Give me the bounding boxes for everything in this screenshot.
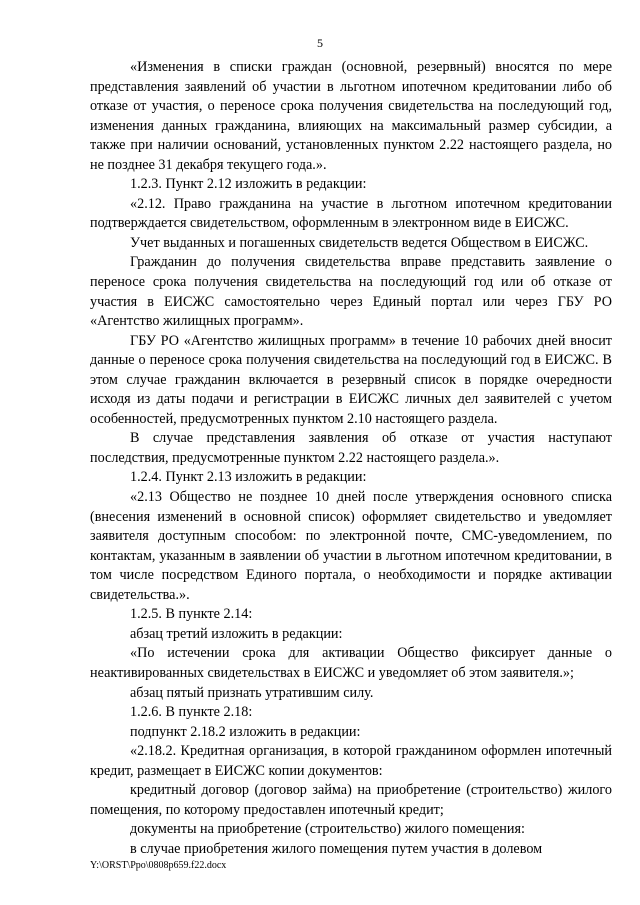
paragraph: «2.18.2. Кредитная организация, в которой гражданином оформлен ипотечный кредит, размещает в ЕИСЖС копии документов: [90,743,612,779]
paragraph: подпункт 2.18.2 изложить в редакции: [130,723,361,740]
paragraph: абзац третий изложить в редакции: [130,625,343,642]
paragraph: ГБУ РО «Агентство жилищных программ» в течение 10 рабочих дней вносит данные о переносе срока получения свидетельства на последующий год в ЕИСЖС. В этом случае гражданин включается в резервный список в порядке очередности исходя из даты подачи и регистрации в ЕИСЖС личных дел заявителей с учетом особенностей, предусмотренных пунктом 2.10 настоящего раздела. [90,332,612,427]
document-body [90,58,612,859]
paragraph: 1.2.5. В пункте 2.14: [130,606,253,623]
paragraph: Гражданин до получения свидетельства вправе представить заявление о переносе срока получения свидетельства на последующий год или об отказе от участия в ЕИСЖС самостоятельно через Единый портал или через ГБУ РО «Агентство жилищных программ». [90,254,612,330]
paragraph: «Изменения в списки граждан (основной, резервный) вносятся по мере представления заявлений об участии в льготном ипотечном кредитовании либо об отказе от участия, о переносе срока получения свидетельства на последующий год, изменения данных гражданина, влияющих на максимальный размер субсидии, а также при наличии оснований, установленных пунктом 2.22 настоящего раздела, но не позднее 31 декабря текущего года.». [90,59,612,173]
paragraph: кредитный договор (договор займа) на приобретение (строительство) жилого помещения, по которому предоставлен ипотечный кредит; [90,782,612,818]
paragraph: Учет выданных и погашенных свидетельств ведется Обществом в ЕИСЖС. [130,234,589,251]
paragraph: 1.2.4. Пункт 2.13 изложить в редакции: [130,469,367,486]
page-number: 5 [317,36,323,50]
paragraph: «По истечении срока для активации Общество фиксирует данные о неактивированных свидетельствах в ЕИСЖС и уведомляет об этом заявителя.»; [90,645,612,681]
paragraph: 1.2.6. В пункте 2.18: [130,704,253,721]
paragraph: В случае представления заявления об отказе от участия наступают последствия, предусмотренные пунктом 2.22 настоящего раздела.». [90,430,612,466]
paragraph: абзац пятый признать утратившим силу. [130,684,374,701]
paragraph: в случае приобретения жилого помещения путем участия в долевом [130,840,543,857]
paragraph: «2.12. Право гражданина на участие в льготном ипотечном кредитовании подтверждается свидетельством, оформленным в электронном виде в ЕИСЖС. [90,195,612,232]
paragraph: 1.2.3. Пункт 2.12 изложить в редакции: [130,176,367,193]
paragraph: документы на приобретение (строительство) жилого помещения: [130,821,525,838]
paragraph: «2.13 Общество не позднее 10 дней после утверждения основного списка (внесения изменений в основной список) оформляет свидетельство и уведомляет заявителя доступным способом: по электронной почте, СМС-уведомлением, по контактам, указанным в заявлении об участии в льготном ипотечном кредитовании, в том числе посредством Единого портала, о необходимости и порядке активации свидетельства.». [90,489,612,603]
footer-file-path: Y:\ORST\Ppo\0808p659.f22.docx [90,860,227,871]
